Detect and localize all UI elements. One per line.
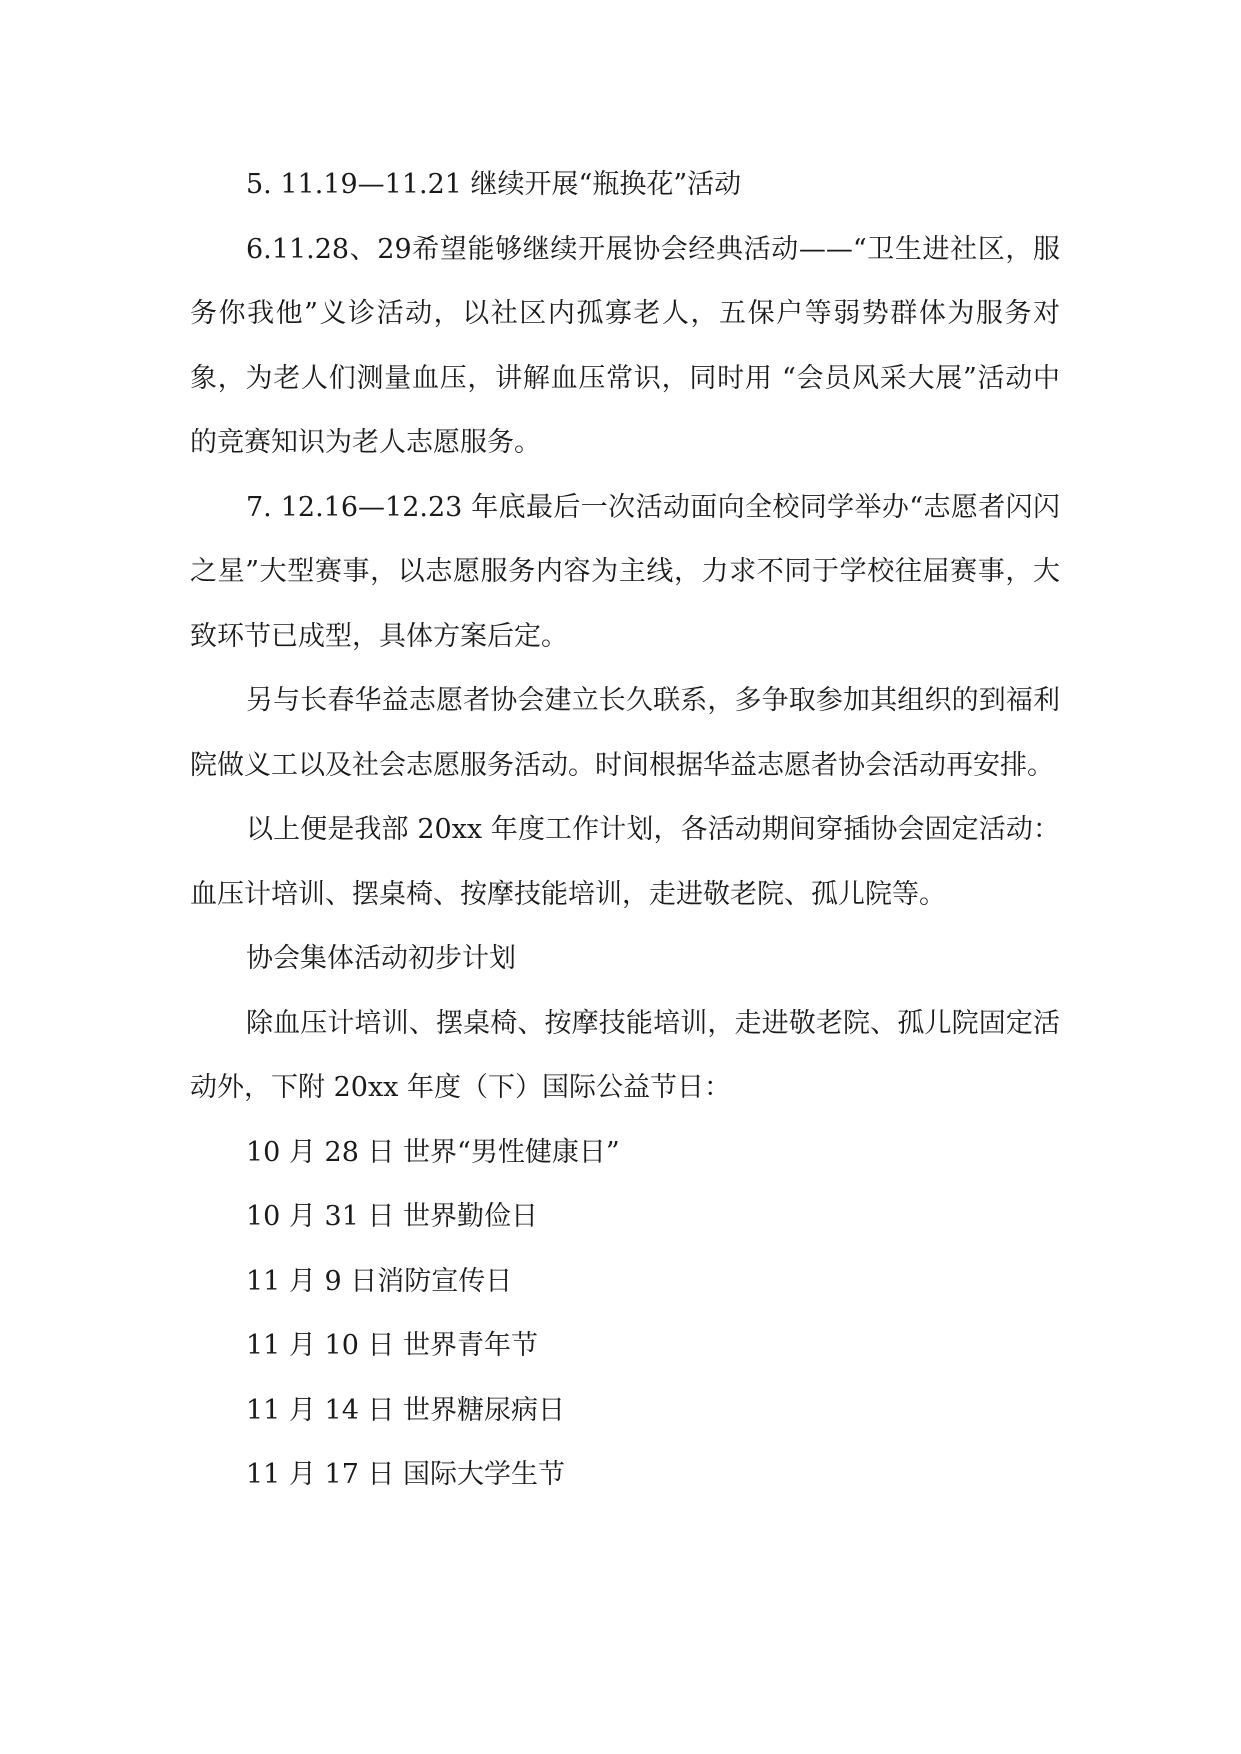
festival-item: 11 月 17 日 国际大学生节 xyxy=(246,1459,566,1490)
paragraph-huayi-contact: 另与长春华益志愿者协会建立长久联系，多争取参加其组织的到福利院做义工以及社会志愿服务活动。时间根据华益志愿者协会活动再安排。 xyxy=(190,685,1060,781)
paragraph-festivals-intro: 除血压计培训、摆桌椅、按摩技能培训，走进敬老院、孤儿院固定活动外，下附 20xx 年度（下）国际公益节日： xyxy=(190,1007,1060,1103)
festival-item: 11 月 10 日 世界青年节 xyxy=(246,1330,539,1361)
paragraph-item-7: 7. 12.16—12.23 年底最后一次活动面向全校同学举办“志愿者闪闪之星”大型赛事，以志愿服务内容为主线，力求不同于学校往届赛事，大致环节已成型，具体方案后定。 xyxy=(190,491,1060,652)
festival-item: 11 月 9 日消防宣传日 xyxy=(246,1265,513,1297)
festival-item: 10 月 28 日 世界“男性健康日” xyxy=(246,1136,620,1168)
paragraph-summary: 以上便是我部 20xx 年度工作计划，各活动期间穿插协会固定活动：血压计培训、摆桌椅、按摩技能培训，走进敬老院、孤儿院等。 xyxy=(190,814,1060,910)
festival-item: 11 月 14 日 世界糖尿病日 xyxy=(246,1394,566,1426)
paragraph-item-6: 6.11.28、29希望能够继续开展协会经典活动——“卫生进社区，服务你我他”义诊活动，以社区内孤寡老人，五保户等弱势群体为服务对象，为老人们测量血压，讲解血压常识，同时用 “会员风采大展”活动中的竞赛知识为老人志愿服务。 xyxy=(190,233,1060,458)
paragraph-item-5: 5. 11.19—11.21 继续开展“瓶换花”活动 xyxy=(246,169,742,200)
festival-item: 10 月 31 日 世界勤俭日 xyxy=(246,1201,539,1232)
section-heading: 协会集体活动初步计划 xyxy=(246,943,516,974)
document-body xyxy=(190,153,1060,1508)
